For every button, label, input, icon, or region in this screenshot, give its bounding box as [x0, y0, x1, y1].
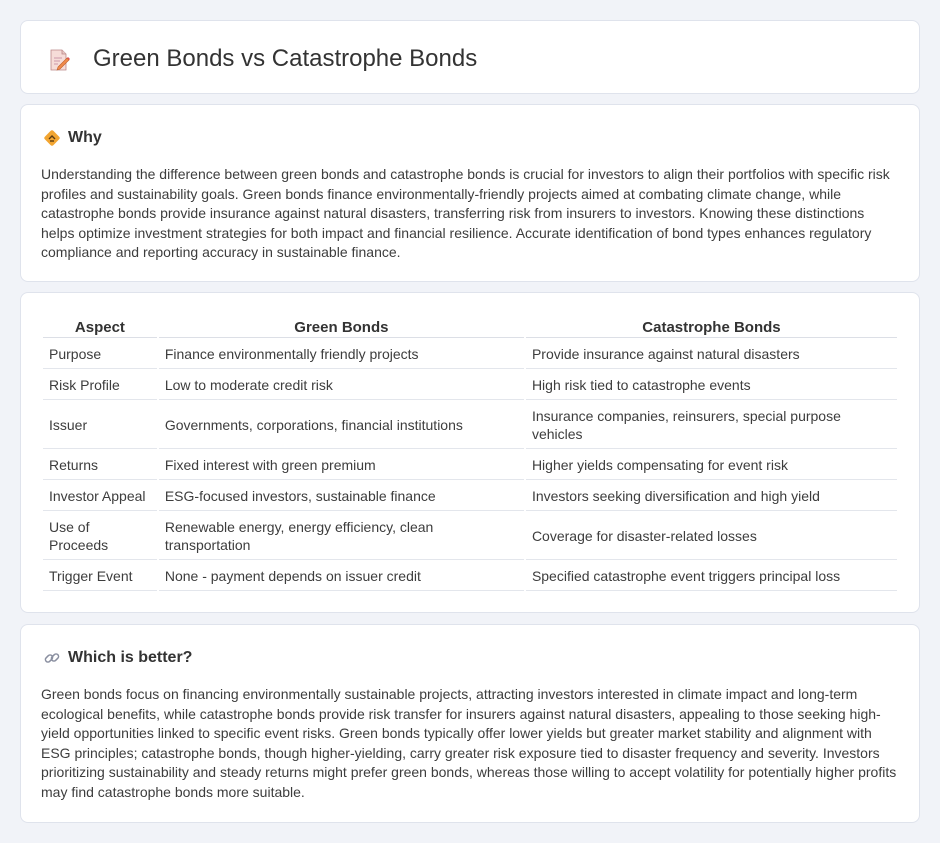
- table-cell-aspect: Returns: [43, 451, 157, 480]
- table-cell-catastrophe: High risk tied to catastrophe events: [526, 371, 897, 400]
- table-cell-catastrophe: Provide insurance against natural disasters: [526, 340, 897, 369]
- why-section: [20, 104, 920, 282]
- table-cell-aspect: Risk Profile: [43, 371, 157, 400]
- table-header-row: [43, 318, 897, 338]
- header-card: [20, 20, 920, 94]
- document-pencil-icon: [47, 48, 71, 77]
- table-cell-aspect: Purpose: [43, 340, 157, 369]
- column-header-catastrophe-bonds: Catastrophe Bonds: [526, 318, 897, 338]
- table-cell-aspect: Trigger Event: [43, 562, 157, 591]
- table-cell-green: Governments, corporations, financial institutions: [159, 402, 524, 449]
- table-cell-green: ESG-focused investors, sustainable finance: [159, 482, 524, 511]
- diamond-warning-icon: [43, 129, 61, 147]
- table-cell-catastrophe: Investors seeking diversification and high yield: [526, 482, 897, 511]
- table-cell-aspect: Issuer: [43, 402, 157, 449]
- column-header-aspect: Aspect: [43, 318, 157, 338]
- table-cell-catastrophe: Coverage for disaster-related losses: [526, 513, 897, 560]
- table-cell-green: Fixed interest with green premium: [159, 451, 524, 480]
- table-row: [43, 513, 897, 560]
- better-text: Green bonds focus on financing environmentally sustainable projects, attracting investors interested in climate impact and long-term ecological benefits, while catastrophe bonds provide risk transfer for insurers against natural disasters, appealing to those seeking high-yield opportunities linked to specific event risks. Green bonds typically offer lower yields but greater market stability and alignment with ESG principles; catastrophe bonds, though higher-yielding, carry greater risk exposure tied to disaster frequency and severity. Investors prioritizing sustainability and steady returns might prefer green bonds, whereas those willing to accept volatility for potentially higher profits may find catastrophe bonds more suitable.: [41, 686, 897, 800]
- page-title: Green Bonds vs Catastrophe Bonds: [93, 45, 478, 72]
- table-cell-catastrophe: Higher yields compensating for event risk: [526, 451, 897, 480]
- comparison-section: [20, 292, 920, 613]
- why-text: Understanding the difference between green bonds and catastrophe bonds is crucial for investors to align their portfolios with specific risk profiles and sustainability goals. Green bonds finance environmentally-friendly projects aimed at combating climate change, while catastrophe bonds provide insurance against natural disasters, transferring risk from insurers to investors. Knowing these distinctions helps optimize investment strategies for both impact and financial resilience. Accurate identification of bond types enhances regulatory compliance and reporting accuracy in sustainable finance.: [41, 166, 890, 260]
- table-cell-green: None - payment depends on issuer credit: [159, 562, 524, 591]
- which-is-better-section: [20, 624, 920, 823]
- table-row: [43, 482, 897, 511]
- table-cell-catastrophe: Insurance companies, reinsurers, special purpose vehicles: [526, 402, 897, 449]
- column-header-green-bonds: Green Bonds: [159, 318, 524, 338]
- table-row: [43, 340, 897, 369]
- table-row: [43, 402, 897, 449]
- table-cell-green: Renewable energy, energy efficiency, clean transportation: [159, 513, 524, 560]
- table-cell-aspect: Investor Appeal: [43, 482, 157, 511]
- link-icon: [43, 649, 61, 667]
- why-heading: Why: [68, 129, 102, 146]
- table-cell-aspect: Use of Proceeds: [43, 513, 157, 560]
- comparison-table: [41, 316, 899, 593]
- table-row: [43, 371, 897, 400]
- better-heading: Which is better?: [68, 649, 193, 666]
- table-row: [43, 451, 897, 480]
- table-cell-green: Low to moderate credit risk: [159, 371, 524, 400]
- table-row: [43, 562, 897, 591]
- table-cell-green: Finance environmentally friendly projects: [159, 340, 524, 369]
- table-cell-catastrophe: Specified catastrophe event triggers principal loss: [526, 562, 897, 591]
